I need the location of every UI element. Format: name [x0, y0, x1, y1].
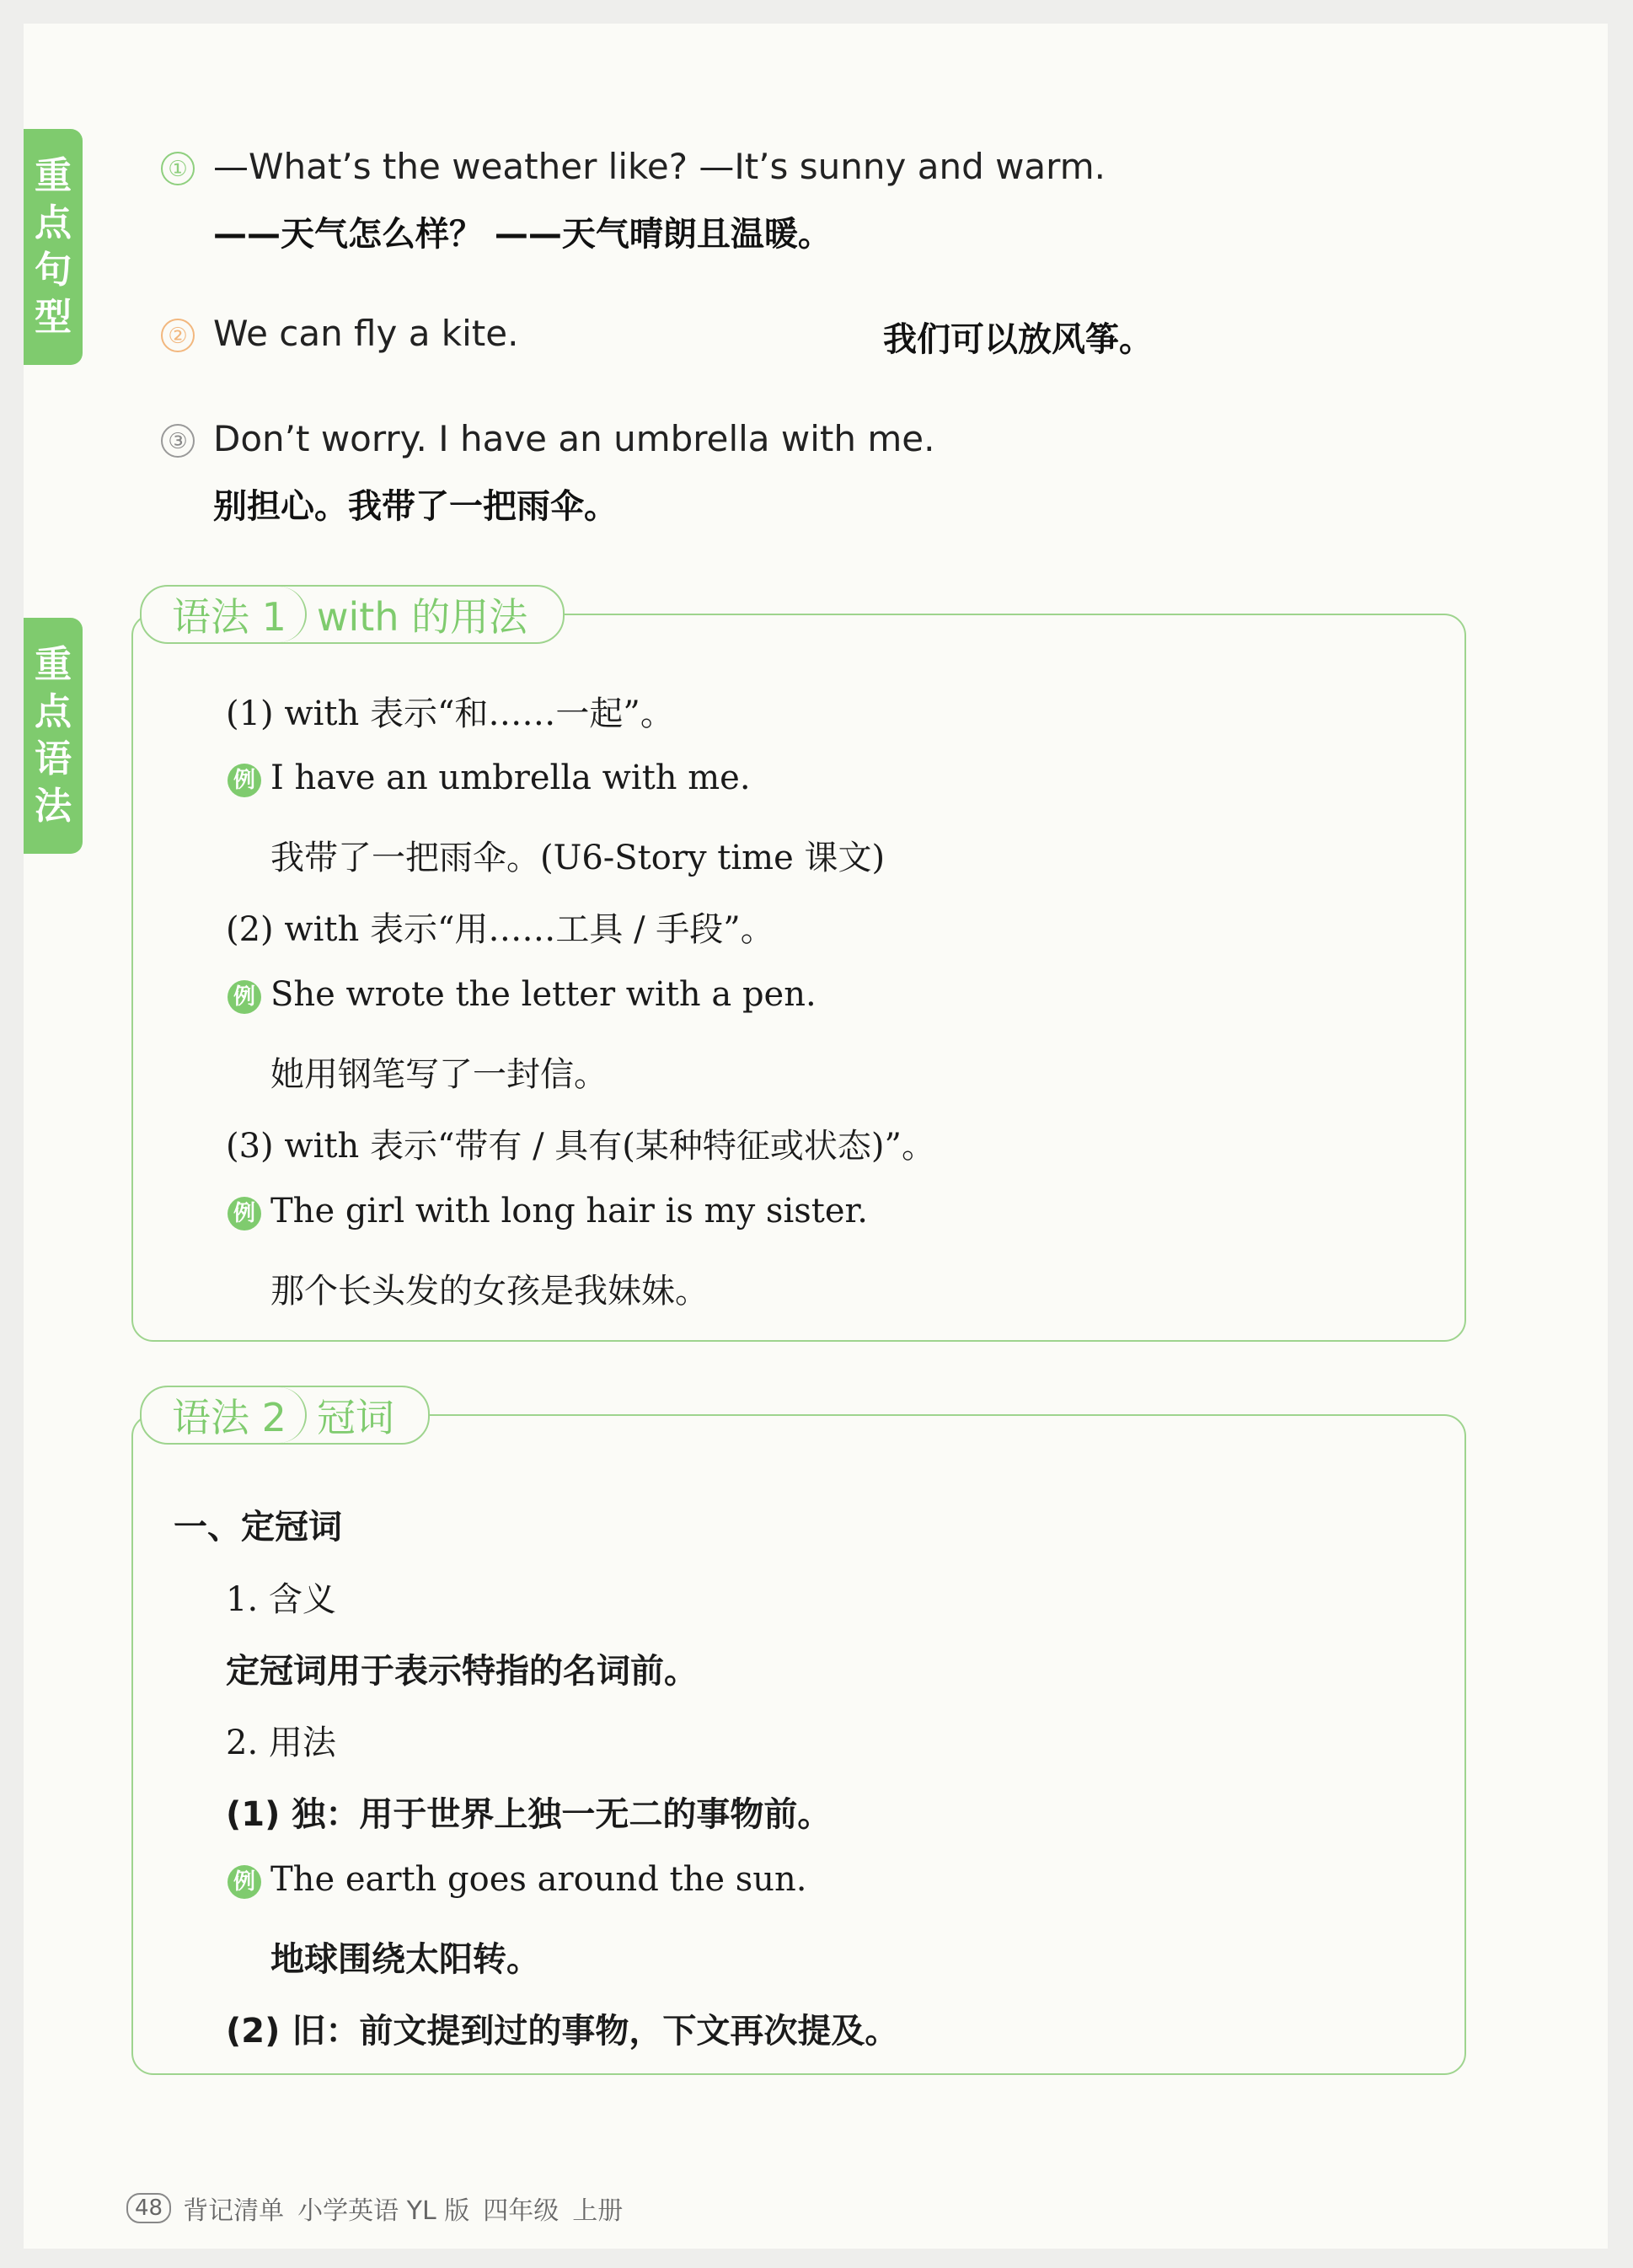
grammar-line: 1. 含义: [226, 1580, 336, 1619]
example-badge: 例: [228, 980, 261, 1014]
example-badge: 例: [228, 764, 261, 797]
sentence-chinese: 别担心。我带了一把雨伞。: [213, 487, 618, 526]
example-chinese: 那个长头发的女孩是我妹妹。: [270, 1272, 709, 1311]
side-tab-key-sentences: [24, 129, 83, 365]
example-chinese: 我带了一把雨伞。(U6-Story time 课文): [270, 839, 886, 877]
grammar-topic: with 的用法: [316, 594, 528, 640]
grammar-line: (1) 独：用于世界上独一无二的事物前。: [226, 1795, 832, 1834]
side-tab-char: 语: [35, 737, 72, 780]
sentence-chinese: ——天气怎么样？ ——天气晴朗且温暖。: [213, 215, 832, 254]
example-badge: 例: [228, 1865, 261, 1899]
side-tab-key-grammar: [24, 618, 83, 854]
grammar-title-2: [140, 1386, 430, 1445]
side-tab-char: 法: [35, 785, 72, 828]
page-footer: [126, 2190, 636, 2227]
grammar-topic: 冠词: [316, 1395, 394, 1440]
example-badge: 例: [228, 1197, 261, 1231]
sentence-number: ②: [161, 319, 195, 352]
side-tab-char: 重: [35, 154, 72, 197]
grammar-line: (2) with 表示“用……工具 / 手段”。: [226, 910, 774, 949]
side-tab-char: 点: [35, 690, 72, 733]
footer-grade: 四年级: [483, 2196, 560, 2226]
section-heading: 一、定冠词: [174, 1508, 342, 1547]
grammar-line: (3) with 表示“带有 / 具有(某种特征或状态)”。: [226, 1127, 935, 1166]
sentence-english: Don’t worry. I have an umbrella with me.: [213, 418, 935, 459]
grammar-label: 语法 2: [142, 1387, 307, 1443]
example-chinese: 她用钢笔写了一封信。: [270, 1055, 608, 1094]
example-english: I have an umbrella with me.: [270, 759, 751, 797]
grammar-title-1: [140, 585, 565, 644]
side-tab-char: 型: [35, 296, 72, 339]
grammar-line: 定冠词用于表示特指的名词前。: [226, 1652, 698, 1691]
example-chinese: 地球围绕太阳转。: [270, 1940, 540, 1979]
grammar-line: (2) 旧：前文提到过的事物，下文再次提及。: [226, 2012, 899, 2051]
footer-volume: 上册: [572, 2196, 624, 2226]
page: [24, 24, 1608, 2249]
grammar-line: (1) with 表示“和……一起”。: [226, 694, 674, 733]
example-english: She wrote the letter with a pen.: [270, 975, 816, 1014]
side-tab-char: 句: [35, 249, 72, 292]
sentence-english: —What’s the weather like? —It’s sunny and warm.: [213, 146, 1106, 187]
grammar-line: 2. 用法: [226, 1724, 336, 1762]
side-tab-char: 重: [35, 643, 72, 686]
sentence-english: We can fly a kite.: [213, 313, 519, 354]
grammar-label: 语法 1: [142, 587, 307, 642]
sentence-chinese: 我们可以放风筝。: [883, 320, 1153, 359]
footer-book: 背记清单: [183, 2196, 285, 2226]
example-english: The earth goes around the sun.: [270, 1860, 807, 1899]
footer-subject: 小学英语 YL 版: [297, 2196, 470, 2226]
example-english: The girl with long hair is my sister.: [270, 1192, 868, 1231]
sentence-number: ①: [161, 152, 195, 185]
page-number: 48: [126, 2193, 171, 2223]
sentence-number: ③: [161, 424, 195, 458]
side-tab-char: 点: [35, 201, 72, 244]
